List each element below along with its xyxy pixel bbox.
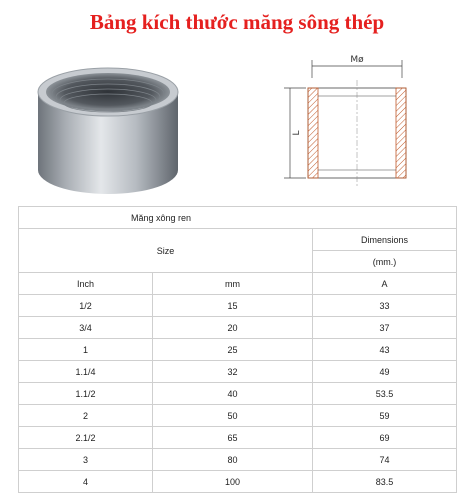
col-inch-header: Inch (19, 273, 153, 295)
cell-inch: 1/2 (19, 295, 153, 317)
dimensions-header: Dimensions (313, 229, 457, 251)
cell-inch: 2.1/2 (19, 427, 153, 449)
cell-inch: 1.1/2 (19, 383, 153, 405)
table-row (19, 339, 457, 361)
cell-a: 53.5 (313, 383, 457, 405)
cell-mm: 40 (153, 383, 313, 405)
cell-mm: 100 (153, 471, 313, 493)
table-row (19, 427, 457, 449)
table-row (19, 295, 457, 317)
cell-mm: 50 (153, 405, 313, 427)
cell-inch: 1.1/4 (19, 361, 153, 383)
cell-a: 37 (313, 317, 457, 339)
cell-inch: 2 (19, 405, 153, 427)
cell-a: 83.5 (313, 471, 457, 493)
cell-inch: 4 (19, 471, 153, 493)
cell-a: 33 (313, 295, 457, 317)
length-label: L (292, 130, 302, 136)
table-row (19, 449, 457, 471)
unit-header: (mm.) (313, 251, 457, 273)
cell-mm: 65 (153, 427, 313, 449)
cell-mm: 20 (153, 317, 313, 339)
cell-a: 43 (313, 339, 457, 361)
cell-inch: 3 (19, 449, 153, 471)
cell-a: 74 (313, 449, 457, 471)
size-header: Size (19, 229, 313, 273)
cell-mm: 25 (153, 339, 313, 361)
table-caption: Măng xông ren (19, 207, 457, 229)
table-row (19, 471, 457, 493)
diameter-label: Mø (350, 55, 364, 65)
cell-mm: 80 (153, 449, 313, 471)
table-row (19, 383, 457, 405)
coupling-technical-drawing (276, 50, 436, 190)
cell-mm: 15 (153, 295, 313, 317)
cell-mm: 32 (153, 361, 313, 383)
cell-inch: 1 (19, 339, 153, 361)
col-a-header: A (313, 273, 457, 295)
cell-a: 49 (313, 361, 457, 383)
col-mm-header: mm (153, 273, 313, 295)
coupling-photo (28, 52, 198, 202)
table-row (19, 317, 457, 339)
cell-a: 59 (313, 405, 457, 427)
dimension-table (18, 206, 457, 493)
table-row (19, 361, 457, 383)
page-title: Bảng kích thước măng sông thép (89, 10, 385, 34)
table-row (19, 405, 457, 427)
cell-inch: 3/4 (19, 317, 153, 339)
cell-a: 69 (313, 427, 457, 449)
